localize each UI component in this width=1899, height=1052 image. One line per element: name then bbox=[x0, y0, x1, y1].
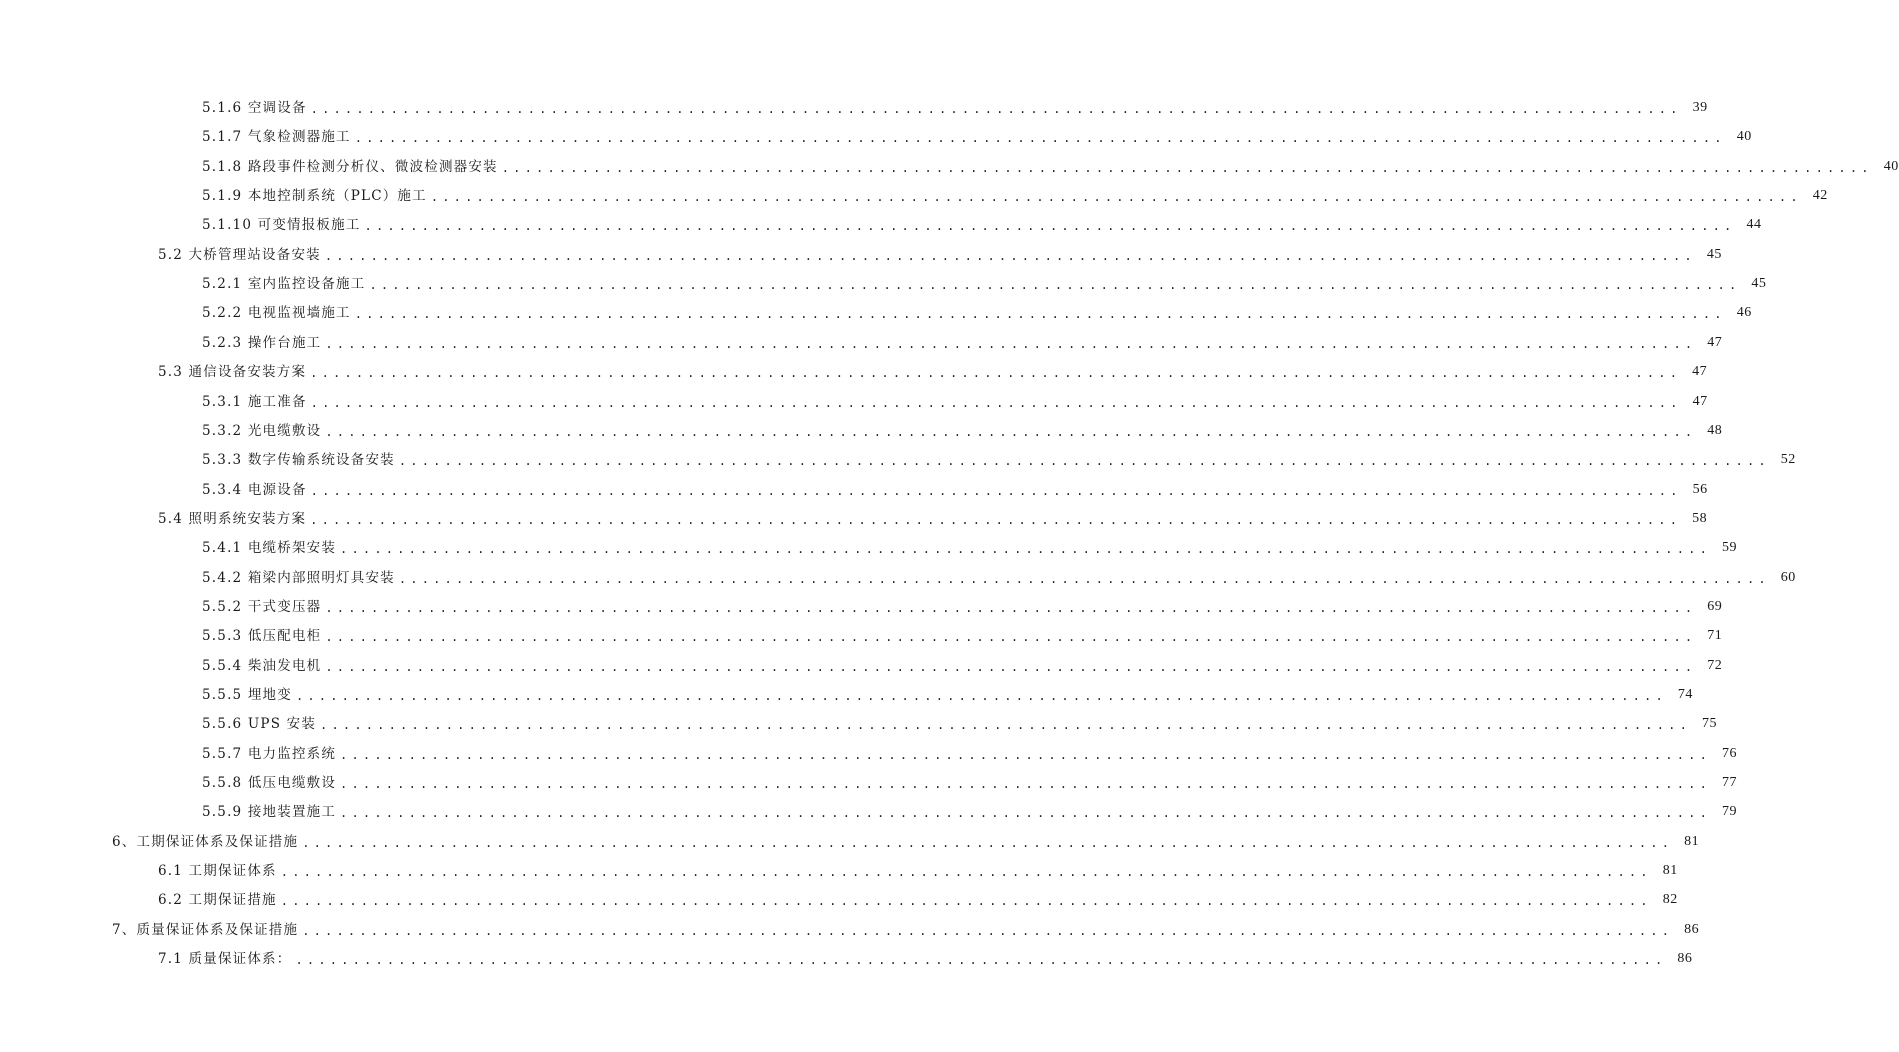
toc-page-number: 45 bbox=[1706, 246, 1722, 262]
toc-page-number: 60 bbox=[1780, 569, 1796, 585]
toc-dot-leader: ........................................................................................................................ bbox=[280, 894, 1652, 909]
toc-entry-title: 5.1.7 气象检测器施工 bbox=[202, 129, 351, 146]
toc-page-number: 81 bbox=[1662, 863, 1678, 879]
toc-page-number: 77 bbox=[1722, 775, 1737, 791]
toc-page-number: 52 bbox=[1780, 452, 1796, 468]
toc-entry-title: 5.3 通信设备安装方案 bbox=[158, 364, 307, 381]
toc-dot-leader: ........................................................................................................................ bbox=[364, 219, 1736, 234]
toc-entry-title: 5.5.2 干式变压器 bbox=[202, 598, 322, 615]
toc-entry-title: 5.5.5 埋地变 bbox=[202, 687, 292, 703]
toc-dot-leader: ........................................................................................................................ bbox=[325, 424, 1697, 439]
toc-entry[interactable] bbox=[202, 710, 1717, 733]
toc-entry-title: 5.3.2 光电缆敷设 bbox=[202, 422, 322, 439]
toc-entry[interactable] bbox=[202, 740, 1737, 762]
toc-page-number: 69 bbox=[1707, 598, 1723, 614]
toc-entry-title: 5.1.10 可变情报板施工 bbox=[202, 217, 361, 234]
toc-entry-title: 5.3.3 数字传输系统设备安装 bbox=[202, 452, 395, 469]
toc-page-number: 45 bbox=[1751, 276, 1767, 292]
toc-page-number: 44 bbox=[1746, 217, 1762, 233]
toc-entry[interactable] bbox=[202, 681, 1693, 703]
toc-dot-leader: ........................................................................................................................ bbox=[310, 102, 1682, 116]
toc-entry[interactable] bbox=[202, 593, 1723, 615]
toc-page-number: 71 bbox=[1707, 628, 1723, 644]
toc-dot-leader: ........................................................................................................................ bbox=[340, 806, 1711, 821]
toc-entry-title: 6.2 工期保证措施 bbox=[158, 892, 277, 909]
toc-entry[interactable] bbox=[158, 945, 1693, 968]
toc-dot-leader: ........................................................................................................................ bbox=[295, 689, 1667, 703]
toc-page-number: 72 bbox=[1707, 657, 1723, 673]
toc-entry[interactable] bbox=[202, 446, 1796, 469]
toc-entry[interactable] bbox=[202, 388, 1708, 410]
toc-page-number: 39 bbox=[1692, 100, 1708, 115]
toc-dot-leader: ........................................................................................................................ bbox=[320, 718, 1691, 733]
toc-entry[interactable] bbox=[158, 857, 1678, 880]
toc-page-number: 47 bbox=[1692, 364, 1708, 380]
toc-page-number: 81 bbox=[1684, 833, 1700, 849]
toc-entry-title: 5.2.2 电视监视墙施工 bbox=[202, 305, 351, 322]
toc-entry-title: 5.5.8 低压电缆敷设 bbox=[202, 775, 337, 792]
toc-page-number: 48 bbox=[1707, 422, 1723, 438]
toc-dot-leader: ........................................................................................................................ bbox=[325, 630, 1697, 645]
toc-dot-leader: ........................................................................................................................ bbox=[302, 835, 1674, 850]
toc-entry-title: 5.4.2 箱梁内部照明灯具安装 bbox=[202, 569, 395, 586]
toc-entry-title: 6.1 工期保证体系 bbox=[158, 863, 277, 880]
toc-page-number: 76 bbox=[1722, 745, 1737, 761]
toc-page-number: 86 bbox=[1684, 921, 1700, 937]
toc-entry-title: 5.5.9 接地装置施工 bbox=[202, 804, 337, 821]
toc-page-number: 86 bbox=[1677, 951, 1693, 967]
toc-entry-title: 6、工期保证体系及保证措施 bbox=[112, 833, 299, 850]
toc-entry[interactable] bbox=[158, 358, 1708, 381]
toc-entry-title: 5.1.8 路段事件检测分析仪、微波检测器安装 bbox=[202, 158, 498, 175]
toc-entry-title: 5.2.1 室内监控设备施工 bbox=[202, 276, 366, 293]
toc-entry[interactable] bbox=[202, 182, 1828, 205]
toc-page-number: 75 bbox=[1702, 716, 1717, 732]
toc-dot-leader: ........................................................................................................................ bbox=[295, 953, 1667, 968]
toc-dot-leader: ........................................................................................................................ bbox=[325, 600, 1697, 615]
toc-entry[interactable] bbox=[202, 123, 1752, 146]
toc-dot-leader: ........................................................................................................................ bbox=[398, 454, 1770, 469]
toc-entry-title: 5.3.1 施工准备 bbox=[202, 393, 307, 410]
toc-entry[interactable] bbox=[202, 798, 1737, 821]
toc-entry-title: 5.5.4 柴油发电机 bbox=[202, 657, 322, 674]
toc-entry[interactable] bbox=[202, 534, 1737, 557]
toc-entry-title: 5.3.4 电源设备 bbox=[202, 481, 307, 498]
toc-entry[interactable] bbox=[202, 299, 1752, 322]
toc-entry[interactable] bbox=[202, 769, 1737, 792]
toc-dot-leader: ........................................................................................................................ bbox=[340, 747, 1711, 762]
toc-entry-title: 5.5.7 电力监控系统 bbox=[202, 745, 337, 762]
toc-dot-leader: ........................................................................................................................ bbox=[340, 777, 1711, 792]
toc-page-number: 47 bbox=[1707, 334, 1723, 350]
toc-dot-leader: ........................................................................................................................ bbox=[354, 307, 1726, 322]
toc-dot-leader: ........................................................................................................................ bbox=[310, 395, 1682, 410]
toc-entry[interactable] bbox=[158, 505, 1708, 527]
toc-page-number: 42 bbox=[1812, 188, 1828, 204]
toc-entry[interactable] bbox=[202, 476, 1708, 498]
toc-dot-leader: ........................................................................................................................ bbox=[398, 571, 1770, 586]
toc-dot-leader: ........................................................................................................................ bbox=[325, 336, 1697, 351]
toc-entry[interactable] bbox=[202, 622, 1723, 645]
toc-entry-title: 7、质量保证体系及保证措施 bbox=[112, 921, 299, 938]
toc-entry[interactable] bbox=[202, 211, 1762, 234]
toc-entry[interactable] bbox=[112, 828, 1700, 850]
toc-dot-leader: ........................................................................................................................ bbox=[302, 923, 1674, 938]
toc-entry[interactable] bbox=[202, 417, 1723, 439]
toc-entry-title: 5.4.1 电缆桥架安装 bbox=[202, 540, 337, 557]
toc-page-number: 56 bbox=[1692, 481, 1708, 497]
toc-entry[interactable] bbox=[202, 94, 1708, 116]
toc-dot-leader: ........................................................................................................................ bbox=[354, 131, 1726, 146]
toc-entry-title: 5.2 大桥管理站设备安装 bbox=[158, 246, 321, 263]
toc-entry[interactable] bbox=[202, 270, 1767, 293]
toc-page-number: 79 bbox=[1722, 804, 1737, 820]
toc-page-number: 40 bbox=[1736, 129, 1752, 145]
toc-entry-title: 5.1.9 本地控制系统（PLC）施工 bbox=[202, 188, 427, 205]
toc-entry[interactable] bbox=[202, 329, 1723, 351]
toc-page-number: 82 bbox=[1662, 892, 1678, 908]
toc-entry[interactable] bbox=[112, 916, 1700, 938]
toc-page-number: 58 bbox=[1692, 510, 1708, 526]
toc-entry[interactable] bbox=[158, 241, 1722, 263]
toc-entry-title: 7.1 质量保证体系： bbox=[158, 951, 292, 968]
toc-dot-leader: ........................................................................................................................ bbox=[369, 278, 1741, 293]
toc-entry[interactable] bbox=[202, 652, 1723, 674]
toc-entry[interactable] bbox=[158, 886, 1678, 909]
toc-dot-leader: ........................................................................................................................ bbox=[340, 542, 1711, 557]
toc-entry-title: 5.5.3 低压配电柜 bbox=[202, 628, 322, 645]
toc-page-number: 40 bbox=[1883, 158, 1899, 174]
toc-page-number: 46 bbox=[1736, 305, 1752, 321]
toc-entry[interactable] bbox=[202, 153, 1899, 175]
toc-page-number: 47 bbox=[1692, 393, 1708, 409]
toc-dot-leader: ........................................................................................................................ bbox=[430, 190, 1802, 205]
toc-entry-title: 5.5.6 UPS 安装 bbox=[202, 716, 317, 733]
toc-dot-leader: ........................................................................................................................ bbox=[310, 366, 1682, 381]
toc-dot-leader: ........................................................................................................................ bbox=[310, 512, 1682, 527]
toc-entry[interactable] bbox=[202, 564, 1796, 586]
toc-entry-title: 5.4 照明系统安装方案 bbox=[158, 510, 307, 527]
toc-page-number: 59 bbox=[1722, 540, 1737, 556]
toc-page-number: 74 bbox=[1677, 687, 1693, 702]
toc-dot-leader: ........................................................................................................................ bbox=[280, 865, 1652, 880]
toc-entry-title: 5.1.6 空调设备 bbox=[202, 100, 307, 116]
toc-dot-leader: ........................................................................................................................ bbox=[310, 483, 1682, 498]
toc-entry-title: 5.2.3 操作台施工 bbox=[202, 334, 322, 351]
toc-dot-leader: ........................................................................................................................ bbox=[325, 659, 1697, 674]
toc-dot-leader: ........................................................................................................................ bbox=[324, 248, 1696, 263]
toc-dot-leader: ........................................................................................................................ bbox=[501, 160, 1873, 175]
